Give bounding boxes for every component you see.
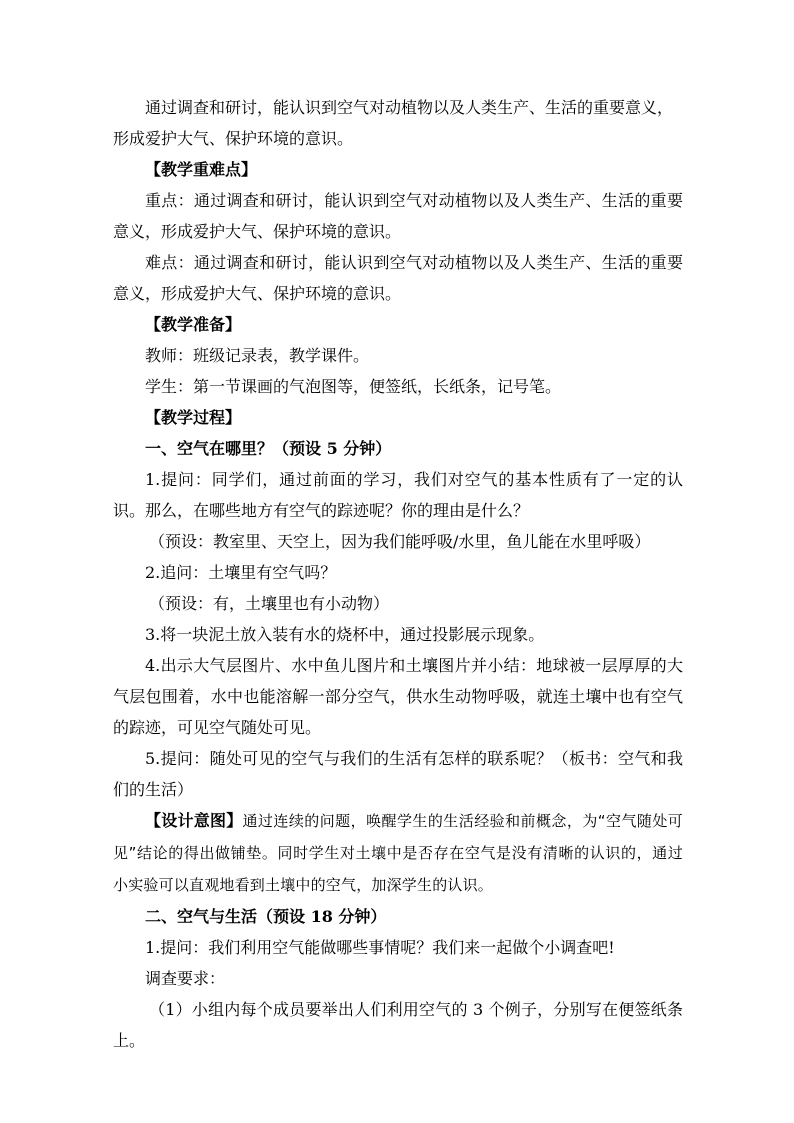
- student-preparation: 学生：第一节课画的气泡图等，便签纸，长纸条，记号笔。: [145, 377, 562, 396]
- teacher-preparation: 教师：班级记录表，教学课件。: [145, 346, 370, 365]
- goal-line-2: 形成爱护大气、保护环境的意识。: [113, 129, 354, 148]
- section-1-question-5: 5.提问：随处可见的空气与我们的生活有怎样的联系呢？（板书：空气和我们的生活）: [113, 749, 683, 799]
- section-1-question-1: 1.提问：同学们，通过前面的学习，我们对空气的基本性质有了一定的认识。那么，在哪些地方有空气的踪迹呢？你的理由是什么？: [113, 470, 683, 520]
- document-page: [113, 92, 683, 1056]
- difficult-point-paragraph: 难点：通过调查和研讨，能认识到空气对动植物以及人类生产、生活的重要意义，形成爱护大气、保护环境的意识。: [113, 253, 683, 303]
- design-intent-paragraph: [113, 805, 683, 901]
- section-1-step-3: 3.将一块泥土放入装有水的烧杯中，通过投影展示现象。: [145, 625, 545, 644]
- key-point-paragraph: 重点：通过调查和研讨，能认识到空气对动植物以及人类生产、生活的重要意义，形成爱护大气、保护环境的意识。: [113, 191, 683, 241]
- design-intent-text: 通过连续的问题，唤醒学生的生活经验和前概念，为“空气随处可见”结论的得出做铺垫。同时学生对土壤中是否存在空气是没有清晰的认识的，通过小实验可以直观地看到土壤中的空气，加深学生的认识。: [113, 812, 683, 894]
- survey-requirements-label: 调查要求：: [145, 969, 226, 988]
- section-1-question-2: 2.追问：土壤里有空气吗？: [145, 563, 337, 582]
- section-1-heading: 一、空气在哪里？（预设 5 分钟）: [145, 439, 392, 458]
- section-1-step-4: 4.出示大气层图片、水中鱼儿图片和土壤图片并小结：地球被一层厚厚的大气层包围着，水中也能溶解一部分空气，供水生动物呼吸，就连土壤中也有空气的踪迹，可见空气随处可见。: [113, 656, 683, 737]
- goal-line-1: 通过调查和研讨，能认识到空气对动植物以及人类生产、生活的重要意义，: [145, 98, 674, 117]
- section-2-question-1: 1.提问：我们利用空气能做哪些事情呢？我们来一起做个小调查吧!: [145, 938, 615, 957]
- preparation-heading: 【教学准备】: [145, 315, 242, 334]
- design-intent-label: 【设计意图】: [145, 811, 243, 830]
- section-2-heading: 二、空气与生活（预设 18 分钟）: [145, 907, 387, 926]
- section-1-question-2-preset: （预设：有，土壤里也有小动物）: [149, 594, 390, 613]
- process-heading: 【教学过程】: [145, 408, 242, 427]
- section-1-question-1-preset: （预设：教室里、天空上，因为我们能呼吸/水里，鱼儿能在水里呼吸）: [149, 532, 651, 551]
- key-difficult-heading: 【教学重难点】: [145, 160, 258, 179]
- survey-requirement-1: （1）小组内每个成员要举出人们利用空气的 3 个例子，分别写在便签纸条上。: [113, 1000, 683, 1050]
